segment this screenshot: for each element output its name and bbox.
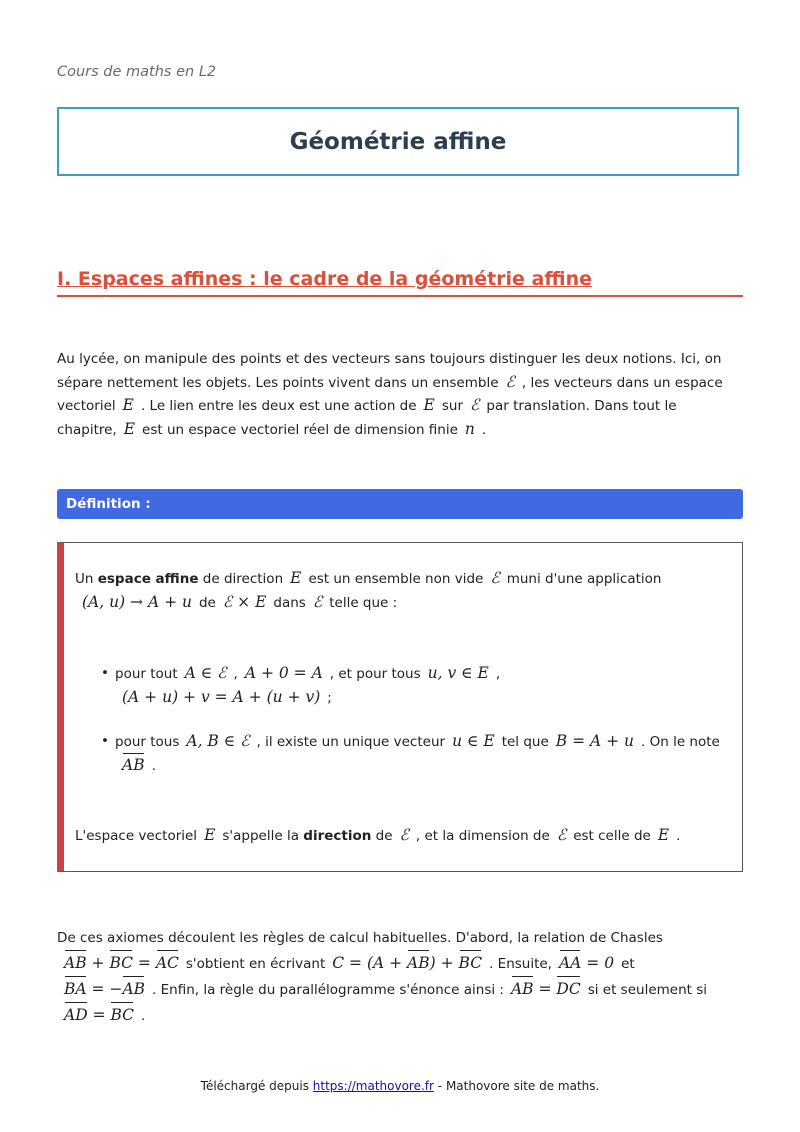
intro-paragraph: Au lycée, on manipule des points et des vecteurs sans toujours distinguer les deux notions. Ici, on sépare nettement les objets. Les points vivent dans un ensemble ℰ , les vecteurs dans un espace vectoriel E . Le lien entre les deux est une action de E sur ℰ par translation. Dans tout le chapitre, E est un espace vectoriel réel de dimension finie n . bbox=[57, 351, 723, 438]
list-item: • pour tous A, B ∈ ℰ , il existe un unique vecteur u ∈ E tel que B = A + u . On le noteAB . bbox=[101, 730, 721, 777]
section-header bbox=[57, 268, 743, 297]
math: AB = DC bbox=[511, 980, 581, 998]
term-direction: direction bbox=[303, 828, 372, 844]
axiom-list-2 bbox=[101, 730, 721, 777]
definition-direction: L'espace vectoriel E s'appelle la direction de ℰ , et la dimension de ℰ est celle de E . bbox=[75, 826, 681, 844]
math: ℰ bbox=[312, 592, 323, 611]
section-title: I. Espaces affines : le cadre de la géométrie affine bbox=[57, 268, 592, 290]
math: E bbox=[122, 396, 134, 414]
page-title: Géométrie affine bbox=[289, 128, 507, 155]
footer: Téléchargé depuis https://mathovore.fr - Mathovore site de maths. bbox=[200, 1079, 600, 1093]
list-item: • pour tout A ∈ ℰ , A + 0 = A , et pour tous u, v ∈ E , (A + u) + v = A + (u + v) ; bbox=[101, 662, 721, 709]
math: u ∈ E bbox=[452, 732, 495, 750]
math: A, B ∈ ℰ bbox=[186, 732, 250, 750]
axiom-list-1 bbox=[101, 662, 721, 709]
definition-box bbox=[57, 542, 743, 872]
math: E bbox=[204, 826, 216, 844]
math: ℰ bbox=[505, 372, 515, 391]
footer-link[interactable]: https://mathovore.fr bbox=[312, 1079, 434, 1093]
math: E bbox=[657, 826, 670, 844]
math: E bbox=[423, 396, 435, 414]
rules-paragraph: De ces axiomes découlent les règles de calcul habituelles. D'abord, la relation de Chasles AB + BC = AC s'obtient en écrivant C = (A + AB) + BC . Ensuite, AA = 0 et BA = −AB . Enfin, la règle du parallélogramme s'énonce ainsi : AB = DC si et seulement si AD = BC . bbox=[57, 926, 747, 1029]
math: E bbox=[123, 419, 136, 438]
math: A ∈ ℰ bbox=[184, 664, 227, 682]
math: ℰ bbox=[490, 569, 500, 587]
math: ℰ bbox=[470, 396, 480, 414]
math: ℰ bbox=[556, 826, 567, 844]
math: BA = −AB bbox=[64, 980, 145, 998]
math: AA = 0 bbox=[559, 954, 614, 972]
math: C = (A + AB) + BC bbox=[332, 954, 482, 972]
math: A + 0 = A bbox=[244, 664, 323, 682]
title-box bbox=[57, 107, 739, 176]
math: (A + u) + v = A + (u + v) bbox=[122, 687, 321, 706]
math: ℰ × E bbox=[222, 592, 267, 611]
math: u, v ∈ E bbox=[427, 664, 489, 682]
math: (A, u) → A + u bbox=[82, 592, 192, 611]
math: B = A + u bbox=[555, 732, 635, 750]
term-espace-affine: espace affine bbox=[97, 571, 199, 587]
math: ℰ bbox=[399, 826, 409, 844]
definition-label-bar: Définition : bbox=[57, 489, 743, 519]
math: E bbox=[290, 569, 302, 587]
math: n bbox=[464, 419, 475, 438]
definition-statement: Un espace affine de direction E est un ensemble non vide ℰ muni d'une application (A, u) → A + u de ℰ × E dans ℰ telle que : bbox=[75, 569, 662, 611]
course-label: Cours de maths en L2 bbox=[57, 64, 217, 80]
math: AB + BC = AC bbox=[64, 954, 179, 972]
vector-math: AB bbox=[122, 754, 145, 777]
math: AD = BC bbox=[64, 1006, 134, 1024]
